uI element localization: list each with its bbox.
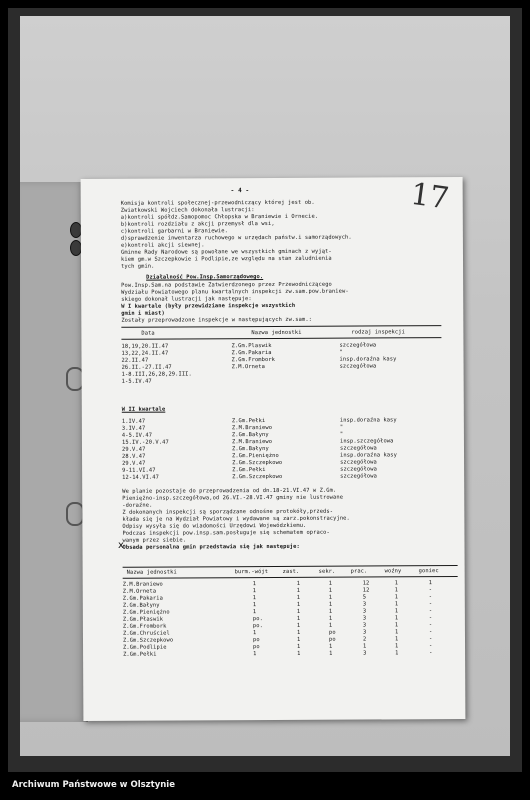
table2-cell: Z.Gm.Pełki <box>231 418 266 425</box>
table3-cell: 1 <box>296 608 301 615</box>
table3-cell: - <box>429 650 433 657</box>
table3-header-cell: zast. <box>282 568 300 575</box>
table3-cell: 1 <box>328 615 333 622</box>
table3-cell: 1 <box>328 601 333 608</box>
table2-cell: Z.Gm.Pieniężno <box>232 452 279 460</box>
intro-line: d)sprawdzenie inwentarza ruchowego w urzędach państw.i samorządowych. <box>120 234 352 242</box>
document-page <box>81 177 466 721</box>
table3-header-cell: Nazwa jednostki <box>126 569 177 576</box>
table3-cell: 1 <box>296 629 301 636</box>
table2-cell: szczegółowa <box>340 459 377 466</box>
after-line: -doraźne. <box>122 502 153 509</box>
table3-cell: 1 <box>252 602 257 609</box>
table3-cell: 1 <box>328 580 333 587</box>
after-line: Podczas inspekcji pow.insp.sam.posługuje się schematem opraco- <box>122 529 330 537</box>
table3-cell: 1 <box>329 650 333 657</box>
table3-cell: 1 <box>328 594 333 601</box>
intro-line: tych gmin. <box>121 263 155 270</box>
table3-cell: 3 <box>363 650 367 657</box>
table3-cell: 1 <box>252 630 257 637</box>
table1-cell: 26.II.-27.II.47 <box>121 364 172 371</box>
table1-header-cell: rodzaj inspekcji <box>351 329 405 336</box>
intro-line: e)kontroli akcji siewnej. <box>120 242 205 249</box>
intro-line: kiem gm.w Szczepkowie i Podlipie,ze względu na stan zaludnienia <box>120 255 332 263</box>
table1-cell: szczegółowa <box>339 342 377 349</box>
table1-cell: 1-5.IV.47 <box>121 378 152 385</box>
table1-cell: " <box>339 349 343 356</box>
table3-cell: 1 <box>252 581 257 588</box>
table2-cell: Z.Gm.Bałyny <box>231 432 269 439</box>
table3-cell: 1 <box>252 595 257 602</box>
table2-cell: 29.V.47 <box>122 460 146 467</box>
table1-cell: szczegółowa <box>339 363 377 370</box>
table3-cell: 1 <box>394 636 399 643</box>
table3-cell: Z.Gm.Pakaria <box>122 595 163 602</box>
table2-cell: 4-5.IV.47 <box>121 432 153 439</box>
table3-cell: Z.Gm.Pieniężno <box>122 609 170 616</box>
table3-header-cell: prac. <box>350 568 368 575</box>
table2-cell: 3.IV.47 <box>121 425 146 432</box>
table3-cell: 1 <box>328 622 333 629</box>
table3-cell: 1 <box>394 608 399 615</box>
table3-cell: po <box>328 636 336 643</box>
table3-cell: Z.Gm.Chruściel <box>122 630 170 637</box>
table2-cell: 29.V.47 <box>121 446 146 453</box>
table3-cell: po <box>328 629 336 636</box>
table1-cell: insp.doraźna kasy <box>339 356 397 363</box>
table3-cell: po. <box>252 623 263 630</box>
table-rule <box>123 565 458 568</box>
table3-cell: 1 <box>296 580 301 587</box>
after-line: Z dokonanych inspekcji są sporządzane odnośne protokóły,przeds- <box>122 508 334 516</box>
table3-header-cell: burm.-wójt <box>234 569 269 576</box>
table3-cell: Z.Gm.Pełki <box>123 651 157 658</box>
after-line: Pieniężno-insp.szczegółowa,od 26.VI.-28.VI.47 gminy nie lustrowane <box>122 494 344 502</box>
table1-cell: Z.Gm.Frombork <box>231 356 276 364</box>
table3-cell: 3 <box>362 601 367 608</box>
table3-cell: Z.Gm.Frombork <box>122 623 167 630</box>
after-line: kłada się je na Wydział Powiatowy i wydawane są zarz.pokonstracyjne. <box>122 515 350 523</box>
section-title: Działalność Pow.Insp.Samorządowego. <box>146 274 264 281</box>
table2-cell: Z.Gm.Szczepkowo <box>232 459 283 467</box>
handwritten-x: x <box>118 540 124 551</box>
after-line: Odpisy wysyła się do wiadomości Urzędowi Wojewódzkiemu. <box>122 522 307 530</box>
intro-line: b)kontroli rozdziału z akcji przemysł dla wsi, <box>120 220 275 228</box>
table3-cell: 1 <box>395 643 399 650</box>
table3-cell: 1 <box>328 587 333 594</box>
table3-cell: 3 <box>362 629 367 636</box>
table3-cell: - <box>428 608 433 615</box>
table3-header-cell: woźny <box>384 568 402 575</box>
table3-cell: 1 <box>253 651 257 658</box>
table1-cell: 13,22,24.II.47 <box>121 350 169 357</box>
table3-cell: po <box>252 637 260 644</box>
table-rule <box>121 325 441 328</box>
table3-cell: 1 <box>296 601 301 608</box>
table2-cell: Z.Gm.Pełki <box>232 467 266 474</box>
table3-cell: 12 <box>362 587 370 594</box>
table1-header-cell: Data <box>141 330 155 337</box>
table2-cell: insp.doraźna kasy <box>339 417 397 424</box>
table2-cell: 15.IV.-20.V.47 <box>121 439 169 446</box>
intro-line: Gminne Rady Narodowe są powołane we wszystkich gminach z wyjąt- <box>120 248 332 256</box>
section-line: gmin i miast) <box>121 310 165 317</box>
section-line: Pow.Insp.Sam.na podstawie Zatwierdzonego przez Przewodniczącego <box>121 281 332 289</box>
intro-line: a)kontroli spółdz.Samopomoc Chłopska w Braniewie i Ornecie. <box>120 213 319 221</box>
table1-cell: Z.Gm.Pakaria <box>231 350 272 357</box>
section-line: W I kwartale (były przewidziane inspekcje wszystkich <box>121 302 296 310</box>
table3-cell: 1 <box>329 643 333 650</box>
table3-cell: - <box>429 643 433 650</box>
table2-cell: Z.Gm.Bałyny <box>231 446 269 453</box>
table3-cell: 1 <box>297 650 301 657</box>
table3-cell: Z.Gm.Bałyny <box>122 602 160 609</box>
table-rule <box>121 337 441 340</box>
section-line: Zostały przeprowadzone inspekcje w następujących zw.sam.: <box>121 316 313 324</box>
table2-cell: insp.doraźna kasy <box>340 452 397 459</box>
table3-cell: - <box>428 615 433 622</box>
table3-cell: 3 <box>362 608 367 615</box>
footer-bar <box>0 772 530 800</box>
table1-cell: 22.II.47 <box>121 357 149 364</box>
table3-cell: 1 <box>394 580 399 587</box>
table3-cell: 1 <box>394 601 399 608</box>
table3-cell: 1 <box>394 594 399 601</box>
table3-header-cell: goniec <box>418 568 439 575</box>
table3-cell: - <box>428 622 433 629</box>
intro-line: c)kontroli garbarni w Braniewie. <box>120 228 228 235</box>
page-number: - 4 - <box>230 187 250 195</box>
table2-cell: 1.IV.47 <box>121 418 146 425</box>
table3-cell: 1 <box>252 609 257 616</box>
table2-cell: Z.M.Braniewo <box>231 425 273 432</box>
table3-cell: - <box>428 629 433 636</box>
table3-cell: 1 <box>363 643 367 650</box>
table1-cell: 18,19,20.II.47 <box>121 343 169 350</box>
table3-cell: 1 <box>296 636 301 643</box>
table3-cell: - <box>428 594 433 601</box>
table3-cell: 3 <box>362 615 367 622</box>
table2-cell: " <box>339 424 344 431</box>
table1-cell: Z.Gm.Plaswik <box>231 343 272 350</box>
table3-cell: Z.Gm.Szczepkowo <box>122 637 174 644</box>
table2-cell: szczegółowa <box>339 445 377 452</box>
table3-cell: 1 <box>328 608 333 615</box>
table3-cell: 1 <box>394 587 399 594</box>
table1-cell: 1-8.III,26,28,29.III. <box>121 371 192 378</box>
table3-cell: - <box>428 636 433 643</box>
table2-cell: Z.M.Braniewo <box>231 439 273 446</box>
folder-cover <box>20 182 88 722</box>
table3-cell: 1 <box>296 615 301 622</box>
section-line: Wydziału Powiatowego planu kwartalnych inspekcji zw.sam.pow.braniew- <box>121 288 349 296</box>
q2-label: W II kwartale <box>121 406 166 413</box>
folio-number: 17 <box>408 176 452 217</box>
table2-cell: szczegółowa <box>340 473 377 480</box>
table3-header-cell: sekr. <box>318 568 336 575</box>
table3-cell: 1 <box>394 622 399 629</box>
table2-cell: Z.Gm.Szczepkowo <box>232 473 283 481</box>
table3-cell: Z.Gm.Płaswik <box>122 616 164 623</box>
table2-cell: 12-14.VI.47 <box>122 474 159 481</box>
table2-cell: " <box>339 431 344 438</box>
table3-cell: 1 <box>395 650 399 657</box>
table3-cell: 5 <box>362 594 367 601</box>
table-rule <box>123 576 458 579</box>
intro-line: Zwiatkowski Wojciech dokonała lustracji: <box>120 207 255 214</box>
table3-cell: 3 <box>362 622 367 629</box>
table3-cell: 1 <box>394 629 399 636</box>
table3-cell: 1 <box>428 580 433 587</box>
table3-cell: 1 <box>252 588 257 595</box>
table3-cell: 1 <box>394 615 399 622</box>
table2-cell: 28.V.47 <box>122 453 146 460</box>
table2-cell: insp.szczegółowa <box>339 438 394 445</box>
archive-label: Archiwum Państwowe w Olsztynie <box>12 780 175 790</box>
table3-cell: po <box>253 644 260 651</box>
section-line: skiego dokonał lustracji jak następuje: <box>121 296 252 303</box>
table3-cell: Z.M.Braniewo <box>122 581 163 588</box>
after-line: We planie pozostaje do przeprowadzenia od dn.18-21.VI.47 w Z.Gm. <box>122 487 337 495</box>
table3-cell: po. <box>252 616 263 623</box>
after-line: Obsada personalna gmin przedstawia się jak następuje: <box>122 543 300 551</box>
table3-cell: - <box>428 587 433 594</box>
table3-cell: 1 <box>296 594 301 601</box>
table2-cell: 9-11.VI.47 <box>122 467 156 474</box>
table3-cell: 1 <box>296 587 301 594</box>
table1-header-cell: Nazwa jednostki <box>251 329 302 337</box>
table1-cell: Z.M.Orneta <box>231 364 266 371</box>
intro-line: Komisja kontroli społecznej-przewodniczący której jest ob. <box>120 199 315 207</box>
after-line: wanym przez siebie. <box>122 537 187 544</box>
table3-cell: 12 <box>362 580 370 587</box>
table3-cell: 1 <box>296 622 301 629</box>
table3-cell: 1 <box>297 643 301 650</box>
table3-cell: 2 <box>362 636 367 643</box>
table3-cell: Z.Gm.Podlipie <box>123 644 167 651</box>
table3-cell: Z.M.Orneta <box>122 588 157 595</box>
table3-cell: - <box>428 601 433 608</box>
table2-cell: szczegółowa <box>340 466 377 473</box>
